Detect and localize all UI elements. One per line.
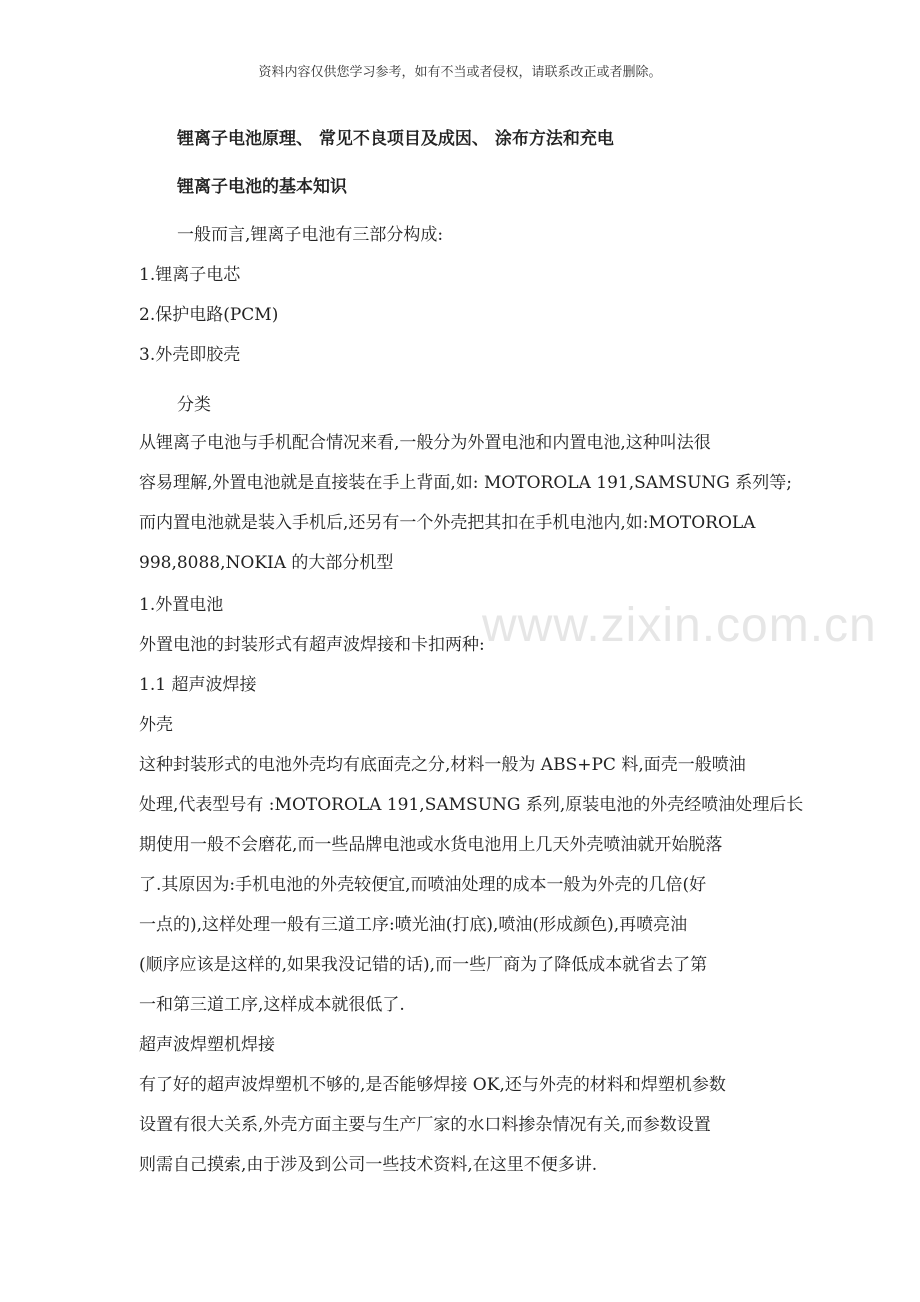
paragraph-line: 则需自己摸索,由于涉及到公司一些技术资料,在这里不便多讲. <box>139 1155 598 1175</box>
watermark: www.zixin.com.cn <box>482 599 877 652</box>
paragraph-line: 一和第三道工序,这样成本就很低了. <box>139 995 405 1015</box>
paragraph-line: 998,8088,NOKIA 的大部分机型 <box>139 553 394 573</box>
paragraph-line: (顺序应该是这样的,如果我没记错的话),而一些厂商为了降低成本就省去了第 <box>139 955 708 975</box>
paragraph-line: 有了好的超声波焊塑机不够的,是否能够焊接 OK,还与外壳的材料和焊塑机参数 <box>139 1075 726 1095</box>
paragraph-line: 处理,代表型号有 :MOTOROLA 191,SAMSUNG 系列,原装电池的外壳经喷油处理后长 <box>139 795 804 815</box>
paragraph-line: 容易理解,外置电池就是直接装在手上背面,如: MOTOROLA 191,SAMSUNG 系列等; <box>139 473 793 493</box>
classification-heading: 分类 <box>177 395 211 415</box>
section-heading: 锂离子电池的基本知识 <box>177 177 347 197</box>
shell-heading: 外壳 <box>139 715 173 735</box>
intro-text: 一般而言,锂离子电池有三部分构成: <box>177 225 444 245</box>
paragraph-line: 一点的),这样处理一般有三道工序:喷光油(打底),喷油(形成颜色),再喷亮油 <box>139 915 688 935</box>
external-battery-heading: 1.外置电池 <box>139 595 224 615</box>
list-item: 1.锂离子电芯 <box>139 265 241 285</box>
external-battery-intro: 外置电池的封装形式有超声波焊接和卡扣两种: <box>139 635 485 655</box>
list-item: 2.保护电路(PCM) <box>139 305 279 325</box>
document-title: 锂离子电池原理、 常见不良项目及成因、 涂布方法和充电 <box>177 129 614 149</box>
header-disclaimer: 资料内容仅供您学习参考，如有不当或者侵权，请联系改正或者删除。 <box>258 65 662 80</box>
paragraph-line: 了.其原因为:手机电池的外壳较便宜,而喷油处理的成本一般为外壳的几倍(好 <box>139 875 707 895</box>
ultrasonic-heading: 1.1 超声波焊接 <box>139 675 257 695</box>
list-item: 3.外壳即胶壳 <box>139 345 241 365</box>
paragraph-line: 从锂离子电池与手机配合情况来看,一般分为外置电池和内置电池,这种叫法很 <box>139 433 711 453</box>
paragraph-line: 期使用一般不会磨花,而一些品牌电池或水货电池用上几天外壳喷油就开始脱落 <box>139 835 723 855</box>
paragraph-line: 这种封装形式的电池外壳均有底面壳之分,材料一般为 ABS+PC 料,面壳一般喷油 <box>139 755 746 775</box>
paragraph-line: 设置有很大关系,外壳方面主要与生产厂家的水口料掺杂情况有关,而参数设置 <box>139 1115 711 1135</box>
welder-heading: 超声波焊塑机焊接 <box>139 1035 275 1055</box>
paragraph-line: 而内置电池就是装入手机后,还另有一个外壳把其扣在手机电池内,如:MOTOROLA <box>139 513 756 533</box>
